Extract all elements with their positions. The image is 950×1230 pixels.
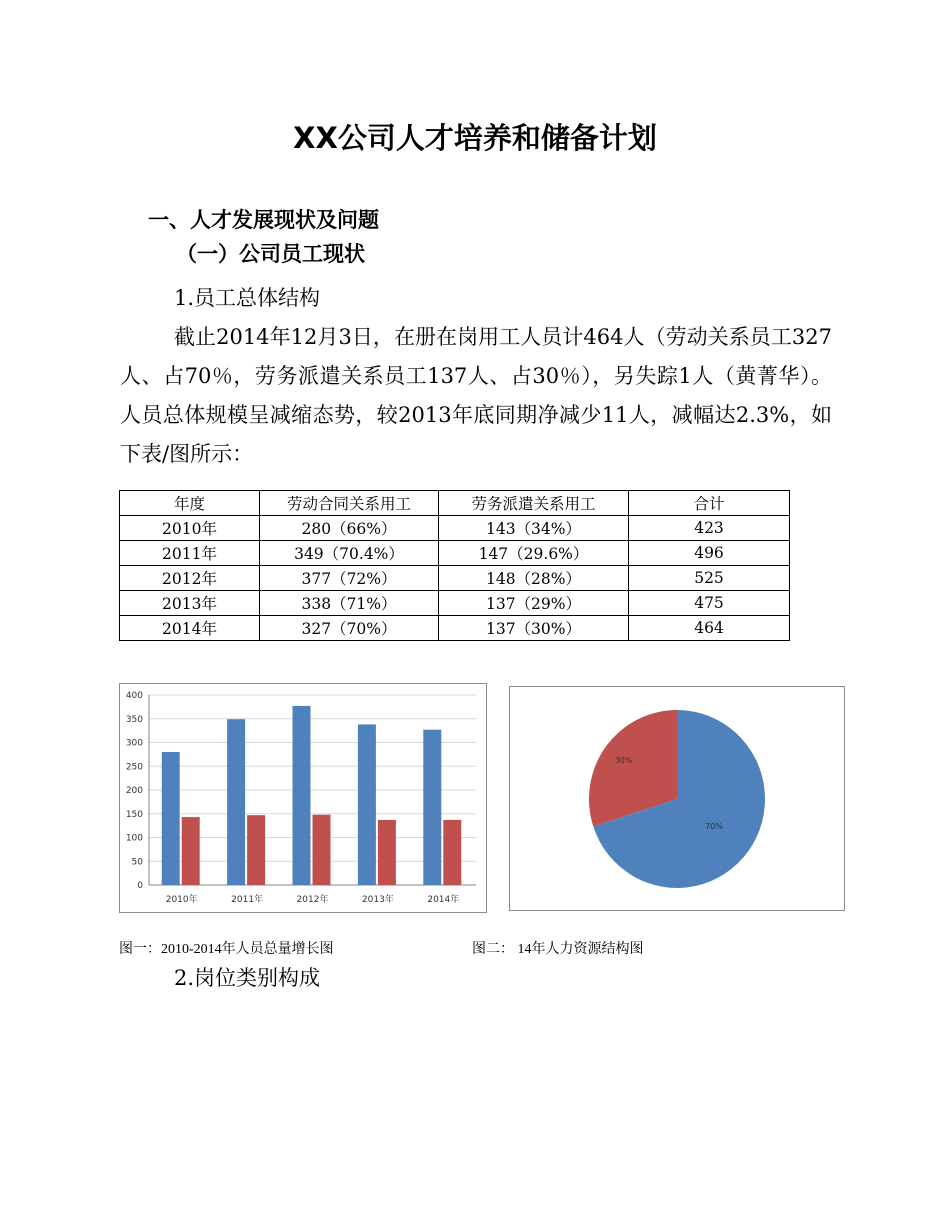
y-tick-label: 0 xyxy=(137,881,143,891)
table-cell: 327（70%） xyxy=(260,616,439,641)
table-cell: 475 xyxy=(629,591,790,616)
figure-caption-1: 图一：2010-2014年人员总量增长图 xyxy=(119,942,334,957)
table-cell: 496 xyxy=(629,541,790,566)
table-cell: 143（34%） xyxy=(439,516,629,541)
subsection-heading: （一）公司员工现状 xyxy=(176,242,365,266)
table-cell: 377（72%） xyxy=(260,566,439,591)
x-tick-label: 2011年 xyxy=(231,895,264,905)
bar-labor xyxy=(293,706,311,885)
header-total: 合计 xyxy=(629,491,790,516)
table-cell: 2013年 xyxy=(120,591,260,616)
x-tick-label: 2012年 xyxy=(296,895,329,905)
table-cell: 2012年 xyxy=(120,566,260,591)
bar-labor xyxy=(227,719,245,885)
table-row xyxy=(120,616,790,641)
y-tick-label: 300 xyxy=(125,738,143,749)
x-tick-label: 2013年 xyxy=(361,895,394,905)
item-heading-job-categories: 2.岗位类别构成 xyxy=(174,966,321,990)
table-cell: 2014年 xyxy=(120,616,260,641)
y-tick-label: 400 xyxy=(125,691,143,701)
table-row xyxy=(120,516,790,541)
header-dispatch: 劳务派遣关系用工 xyxy=(439,491,629,516)
table-cell: 280（66%） xyxy=(260,516,439,541)
pie-chart-frame xyxy=(509,686,845,911)
table-cell: 464 xyxy=(629,616,790,641)
table-cell: 137（29%） xyxy=(439,591,629,616)
x-tick-label: 2010年 xyxy=(165,895,198,905)
table-cell: 349（70.4%） xyxy=(260,541,439,566)
table-row xyxy=(120,591,790,616)
bar-dispatch xyxy=(182,817,200,885)
y-tick-label: 350 xyxy=(125,714,143,725)
y-tick-label: 50 xyxy=(131,857,143,868)
bar-dispatch xyxy=(378,820,396,885)
table-cell: 2010年 xyxy=(120,516,260,541)
y-tick-label: 200 xyxy=(125,786,143,796)
section-heading: 一、人才发展现状及问题 xyxy=(148,208,379,232)
table-cell: 525 xyxy=(629,566,790,591)
table-cell: 338（71%） xyxy=(260,591,439,616)
table-cell: 137（30%） xyxy=(439,616,629,641)
table-row xyxy=(120,541,790,566)
x-tick-label: 2014年 xyxy=(427,895,460,905)
pie-slice-label: 30% xyxy=(614,755,633,765)
y-tick-label: 150 xyxy=(125,809,143,820)
staff-table xyxy=(119,490,790,641)
table-row xyxy=(120,566,790,591)
document-title: XX公司人才培养和储备计划 xyxy=(293,121,657,155)
bar-labor xyxy=(162,752,180,885)
header-year: 年度 xyxy=(120,491,260,516)
table-cell: 2011年 xyxy=(120,541,260,566)
bar-dispatch xyxy=(313,815,331,885)
table-cell: 148（28%） xyxy=(439,566,629,591)
pie-slice-label: 70% xyxy=(705,822,723,832)
figure-caption-2: 图二： 14年人力资源结构图 xyxy=(472,942,644,957)
header-labor-contract: 劳动合同关系用工 xyxy=(260,491,439,516)
table-cell: 147（29.6%） xyxy=(439,541,629,566)
y-tick-label: 250 xyxy=(125,762,143,773)
bar-dispatch xyxy=(247,815,265,885)
bar-labor xyxy=(423,730,441,885)
bar-chart-frame xyxy=(119,683,487,913)
bar-labor xyxy=(358,724,376,885)
body-paragraph: 截止2014年12月3日，在册在岗用工人员计464人（劳动关系员工327人、占70％，劳务派遣关系员工137人、占30％），另失踪1人（黄菁华）。人员总体规模呈减缩态势，较2013年底同期净减少11人，减幅达2.3%，如下表/图所示： xyxy=(120,325,832,466)
table-header-row xyxy=(120,491,790,516)
pie-chart xyxy=(510,687,844,910)
y-tick-label: 100 xyxy=(125,833,143,844)
table-cell: 423 xyxy=(629,516,790,541)
item-heading-staff-structure: 1.员工总体结构 xyxy=(174,286,321,310)
bar-dispatch xyxy=(443,820,461,885)
bar-chart xyxy=(120,684,486,912)
